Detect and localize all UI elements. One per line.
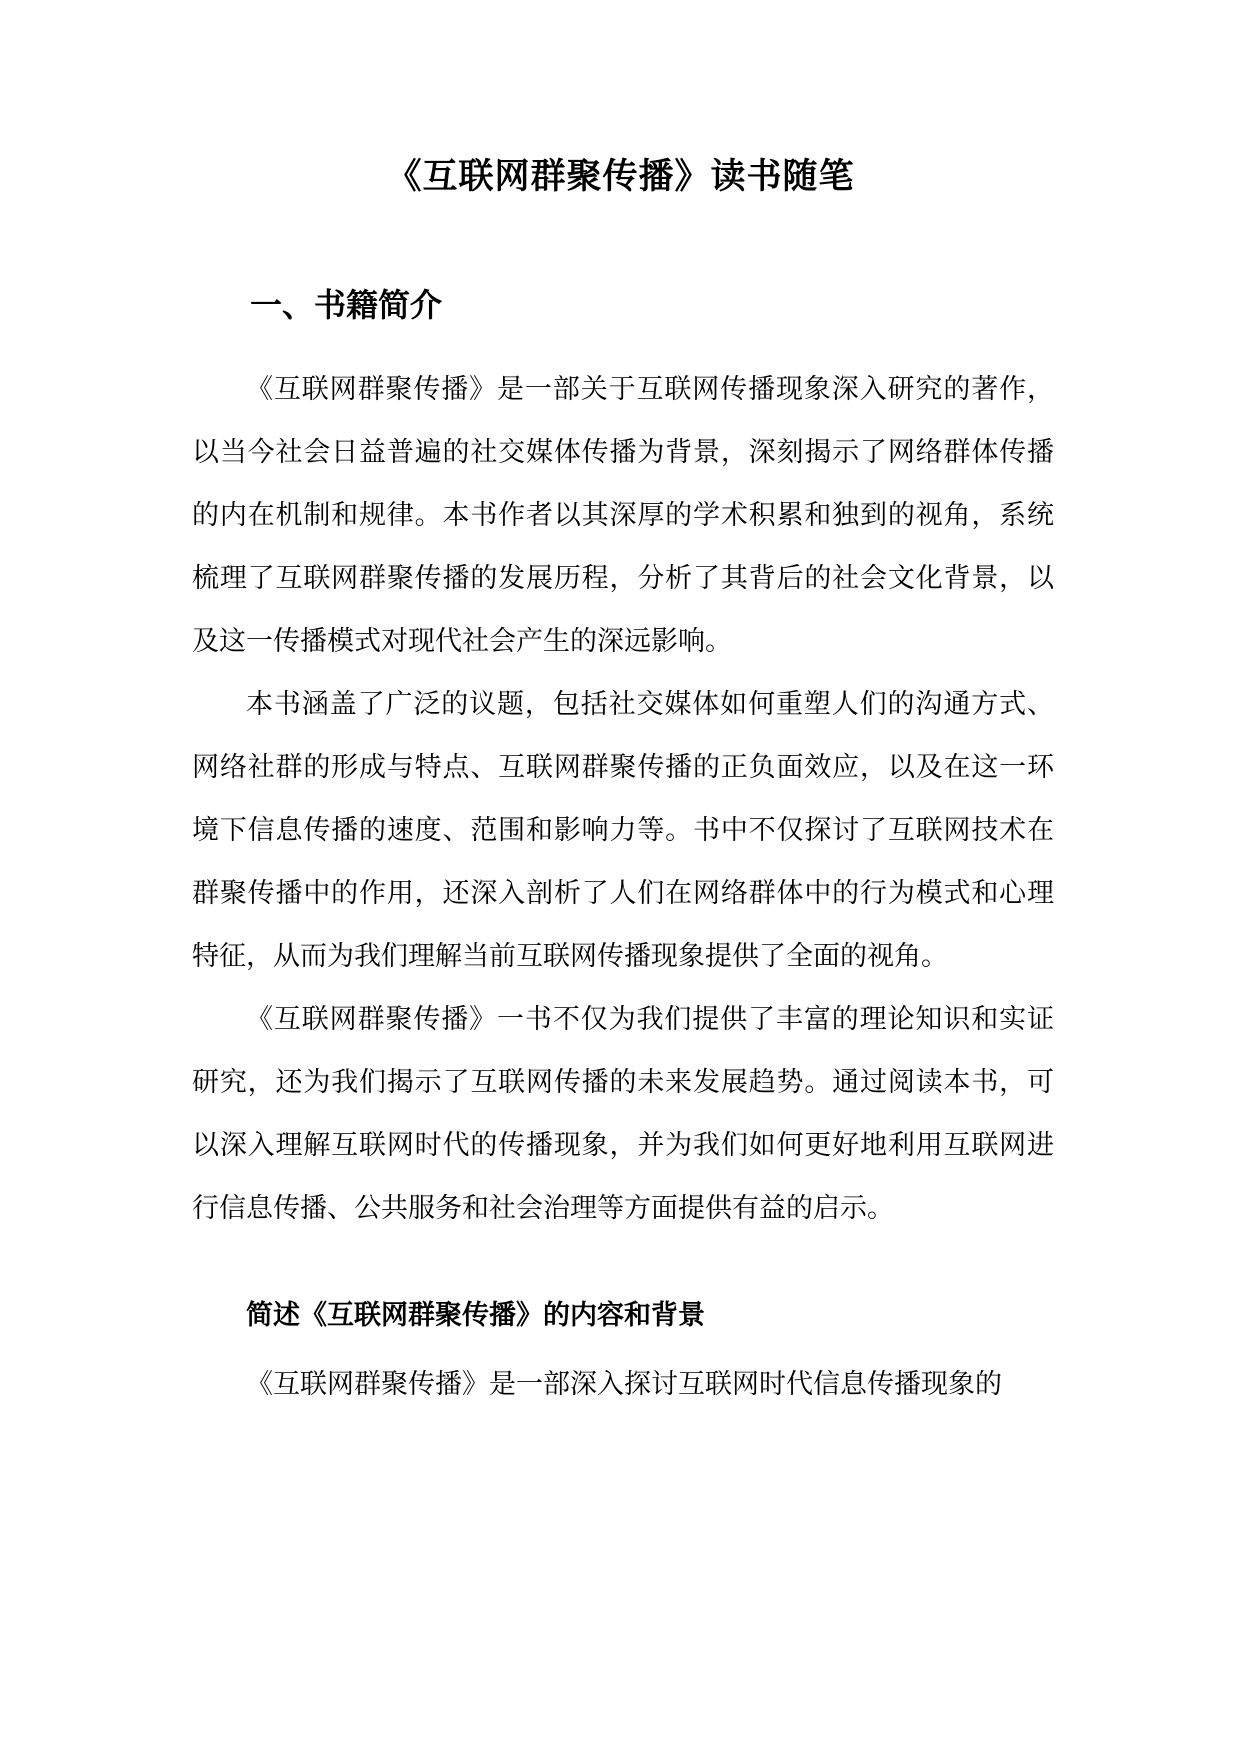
- paragraph: 《互联网群聚传播》是一部关于互联网传播现象深入研究的著作，以当今社会日益普遍的社交媒体传播为背景，深刻揭示了网络群体传播的内在机制和规律。本书作者以其深厚的学术积累和独到的视角，系统梳理了互联网群聚传播的发展历程，分析了其背后的社会文化背景，以及这一传播模式对现代社会产生的深远影响。: [192, 374, 1054, 657]
- sub-heading: 简述《互联网群聚传播》的内容和背景: [246, 1300, 705, 1331]
- paragraph: 《互联网群聚传播》是一部深入探讨互联网时代信息传播现象的: [246, 1369, 1002, 1400]
- paragraph: 《互联网群聚传播》一书不仅为我们提供了丰富的理论知识和实证研究，还为我们揭示了互联网传播的未来发展趋势。通过阅读本书，可以深入理解互联网时代的传播现象，并为我们如何更好地利用互联网进行信息传播、公共服务和社会治理等方面提供有益的启示。: [192, 1004, 1054, 1224]
- document-title: 《互联网群聚传播》读书随笔: [386, 156, 855, 197]
- paragraph: 本书涵盖了广泛的议题，包括社交媒体如何重塑人们的沟通方式、网络社群的形成与特点、互联网群聚传播的正负面效应，以及在这一环境下信息传播的速度、范围和影响力等。书中不仅探讨了互联网技术在群聚传播中的作用，还深入剖析了人们在网络群体中的行为模式和心理特征，从而为我们理解当前互联网传播现象提供了全面的视角。: [192, 689, 1054, 972]
- document-body: [192, 358, 1054, 1416]
- section-heading: 一、书籍简介: [250, 286, 443, 324]
